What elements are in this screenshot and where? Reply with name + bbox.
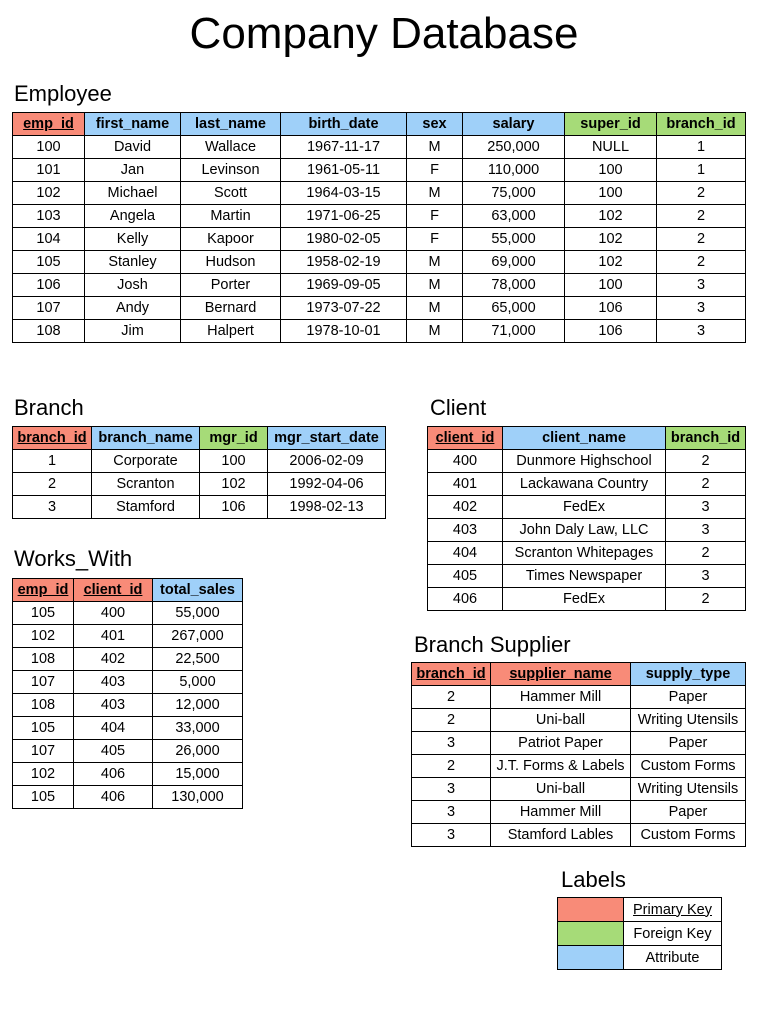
table-cell-emp-id: 102 <box>13 182 85 205</box>
table-cell-mgr-id: 100 <box>200 450 268 473</box>
table-cell-total-sales: 22,500 <box>153 648 243 671</box>
table-cell-supplier-name: Patriot Paper <box>491 732 631 755</box>
table-cell-client-id: 406 <box>74 786 153 809</box>
table-row <box>13 694 243 717</box>
table-cell-super-id: 106 <box>565 297 657 320</box>
table-row <box>412 709 746 732</box>
table-cell-sex: M <box>407 297 463 320</box>
table-cell-super-id: 106 <box>565 320 657 343</box>
table-cell-client-id: 403 <box>74 671 153 694</box>
column-header-last-name: last_name <box>181 113 281 136</box>
table-row <box>13 763 243 786</box>
table-cell-total-sales: 55,000 <box>153 602 243 625</box>
table-cell-client-name: FedEx <box>503 588 666 611</box>
table-cell-first-name: Jan <box>85 159 181 182</box>
legend-row-attribute <box>558 946 722 970</box>
attribute-label: Attribute <box>624 946 722 970</box>
table-cell-mgr-id: 106 <box>200 496 268 519</box>
table-header-row <box>13 427 386 450</box>
table-cell-last-name: Wallace <box>181 136 281 159</box>
column-header-birth-date: birth_date <box>281 113 407 136</box>
column-header-salary: salary <box>463 113 565 136</box>
table-cell-sex: F <box>407 159 463 182</box>
table-cell-branch-id: 2 <box>657 182 746 205</box>
table-row <box>13 136 746 159</box>
table-cell-first-name: David <box>85 136 181 159</box>
foreign-key-label: Foreign Key <box>624 922 722 946</box>
table-cell-super-id: NULL <box>565 136 657 159</box>
column-header-branch-id: branch_id <box>412 663 491 686</box>
table-row <box>412 778 746 801</box>
legend-row-foreign-key <box>558 922 722 946</box>
table-cell-salary: 75,000 <box>463 182 565 205</box>
table-cell-client-name: Scranton Whitepages <box>503 542 666 565</box>
table-cell-last-name: Bernard <box>181 297 281 320</box>
branch-table-title: Branch <box>14 395 84 420</box>
table-row <box>13 159 746 182</box>
legend-table <box>557 897 722 970</box>
table-cell-client-name: Times Newspaper <box>503 565 666 588</box>
table-cell-last-name: Kapoor <box>181 228 281 251</box>
table-row <box>13 786 243 809</box>
table-cell-branch-id: 2 <box>657 251 746 274</box>
table-cell-branch-id: 3 <box>666 519 746 542</box>
table-cell-super-id: 102 <box>565 228 657 251</box>
table-cell-supply-type: Custom Forms <box>631 755 746 778</box>
table-cell-branch-id: 2 <box>657 205 746 228</box>
client-table-title: Client <box>430 395 487 420</box>
primary-key-swatch <box>558 898 624 922</box>
table-row <box>428 519 746 542</box>
table-cell-client-id: 401 <box>428 473 503 496</box>
table-cell-emp-id: 108 <box>13 320 85 343</box>
table-cell-branch-id: 3 <box>412 778 491 801</box>
table-cell-salary: 71,000 <box>463 320 565 343</box>
table-cell-client-name: FedEx <box>503 496 666 519</box>
table-cell-mgr-start-date: 1998-02-13 <box>268 496 386 519</box>
table-cell-salary: 69,000 <box>463 251 565 274</box>
table-row <box>13 251 746 274</box>
table-cell-birth-date: 1973-07-22 <box>281 297 407 320</box>
table-cell-salary: 63,000 <box>463 205 565 228</box>
table-cell-birth-date: 1971-06-25 <box>281 205 407 228</box>
table-row <box>13 320 746 343</box>
column-header-supply-type: supply_type <box>631 663 746 686</box>
table-cell-emp-id: 102 <box>13 763 74 786</box>
column-header-client-name: client_name <box>503 427 666 450</box>
table-cell-birth-date: 1967-11-17 <box>281 136 407 159</box>
column-header-mgr-id: mgr_id <box>200 427 268 450</box>
table-cell-birth-date: 1980-02-05 <box>281 228 407 251</box>
column-header-total-sales: total_sales <box>153 579 243 602</box>
table-cell-emp-id: 103 <box>13 205 85 228</box>
table-cell-supply-type: Paper <box>631 686 746 709</box>
page-title: Company Database <box>189 9 579 58</box>
table-cell-emp-id: 101 <box>13 159 85 182</box>
table-cell-client-id: 404 <box>74 717 153 740</box>
table-cell-total-sales: 130,000 <box>153 786 243 809</box>
table-cell-salary: 65,000 <box>463 297 565 320</box>
table-cell-client-id: 402 <box>428 496 503 519</box>
table-cell-last-name: Martin <box>181 205 281 228</box>
table-cell-emp-id: 104 <box>13 228 85 251</box>
table-cell-branch-name: Stamford <box>92 496 200 519</box>
table-cell-sex: M <box>407 182 463 205</box>
branch-table <box>12 426 386 519</box>
table-cell-super-id: 100 <box>565 182 657 205</box>
table-header-row <box>412 663 746 686</box>
table-cell-last-name: Hudson <box>181 251 281 274</box>
works-with-table <box>12 578 243 809</box>
table-cell-branch-name: Scranton <box>92 473 200 496</box>
table-cell-branch-id: 1 <box>13 450 92 473</box>
table-cell-branch-id: 3 <box>666 496 746 519</box>
table-cell-branch-id: 3 <box>412 824 491 847</box>
table-cell-supplier-name: Uni-ball <box>491 778 631 801</box>
column-header-sex: sex <box>407 113 463 136</box>
table-cell-sex: F <box>407 228 463 251</box>
table-row <box>13 228 746 251</box>
table-cell-branch-id: 2 <box>666 473 746 496</box>
table-cell-client-id: 406 <box>428 588 503 611</box>
table-row <box>428 588 746 611</box>
table-cell-total-sales: 5,000 <box>153 671 243 694</box>
column-header-branch-id: branch_id <box>13 427 92 450</box>
table-cell-supply-type: Paper <box>631 801 746 824</box>
table-cell-sex: M <box>407 251 463 274</box>
table-row <box>13 182 746 205</box>
table-cell-total-sales: 12,000 <box>153 694 243 717</box>
table-cell-branch-id: 2 <box>666 450 746 473</box>
employee-table <box>12 112 746 343</box>
table-row <box>412 732 746 755</box>
column-header-super-id: super_id <box>565 113 657 136</box>
table-cell-branch-id: 3 <box>13 496 92 519</box>
table-cell-super-id: 102 <box>565 251 657 274</box>
table-cell-client-id: 400 <box>428 450 503 473</box>
table-cell-client-id: 403 <box>74 694 153 717</box>
table-cell-branch-id: 2 <box>412 686 491 709</box>
table-row <box>412 824 746 847</box>
table-row <box>13 473 386 496</box>
table-cell-client-name: Dunmore Highschool <box>503 450 666 473</box>
table-cell-emp-id: 107 <box>13 671 74 694</box>
table-cell-birth-date: 1958-02-19 <box>281 251 407 274</box>
column-header-supplier-name: supplier_name <box>491 663 631 686</box>
column-header-client-id: client_id <box>74 579 153 602</box>
table-cell-super-id: 100 <box>565 274 657 297</box>
foreign-key-swatch <box>558 922 624 946</box>
legend-title: Labels <box>561 867 626 892</box>
table-cell-total-sales: 33,000 <box>153 717 243 740</box>
table-cell-salary: 78,000 <box>463 274 565 297</box>
table-cell-total-sales: 26,000 <box>153 740 243 763</box>
table-row <box>13 625 243 648</box>
table-row <box>13 205 746 228</box>
table-cell-client-id: 401 <box>74 625 153 648</box>
table-cell-emp-id: 108 <box>13 694 74 717</box>
table-cell-supplier-name: J.T. Forms & Labels <box>491 755 631 778</box>
table-cell-supplier-name: Hammer Mill <box>491 801 631 824</box>
attribute-swatch <box>558 946 624 970</box>
table-cell-first-name: Josh <box>85 274 181 297</box>
table-cell-first-name: Andy <box>85 297 181 320</box>
table-cell-sex: M <box>407 274 463 297</box>
column-header-first-name: first_name <box>85 113 181 136</box>
table-header-row <box>13 579 243 602</box>
table-cell-branch-id: 3 <box>657 320 746 343</box>
table-cell-supplier-name: Hammer Mill <box>491 686 631 709</box>
table-header-row <box>428 427 746 450</box>
table-cell-branch-id: 2 <box>666 542 746 565</box>
table-cell-client-name: Lackawana Country <box>503 473 666 496</box>
table-cell-branch-id: 2 <box>657 228 746 251</box>
table-cell-super-id: 100 <box>565 159 657 182</box>
table-cell-birth-date: 1969-09-05 <box>281 274 407 297</box>
table-cell-branch-id: 2 <box>13 473 92 496</box>
column-header-mgr-start-date: mgr_start_date <box>268 427 386 450</box>
table-cell-first-name: Kelly <box>85 228 181 251</box>
table-cell-emp-id: 108 <box>13 648 74 671</box>
table-cell-emp-id: 105 <box>13 786 74 809</box>
table-row <box>13 496 386 519</box>
table-cell-emp-id: 102 <box>13 625 74 648</box>
table-row <box>428 450 746 473</box>
table-cell-first-name: Jim <box>85 320 181 343</box>
table-cell-emp-id: 107 <box>13 297 85 320</box>
table-cell-first-name: Angela <box>85 205 181 228</box>
table-row <box>412 801 746 824</box>
table-cell-sex: F <box>407 205 463 228</box>
table-cell-last-name: Scott <box>181 182 281 205</box>
table-cell-branch-id: 3 <box>412 732 491 755</box>
table-cell-emp-id: 105 <box>13 251 85 274</box>
table-cell-emp-id: 105 <box>13 717 74 740</box>
table-cell-branch-id: 2 <box>666 588 746 611</box>
table-cell-salary: 110,000 <box>463 159 565 182</box>
works-with-table-title: Works_With <box>14 546 133 571</box>
table-cell-salary: 55,000 <box>463 228 565 251</box>
table-row <box>13 297 746 320</box>
table-header-row <box>13 113 746 136</box>
column-header-client-id: client_id <box>428 427 503 450</box>
column-header-emp-id: emp_id <box>13 113 85 136</box>
table-cell-last-name: Levinson <box>181 159 281 182</box>
table-cell-supply-type: Writing Utensils <box>631 709 746 732</box>
primary-key-label: Primary Key <box>624 898 722 922</box>
table-cell-client-id: 406 <box>74 763 153 786</box>
branch-supplier-table-title: Branch Supplier <box>414 632 571 657</box>
table-cell-branch-id: 3 <box>657 297 746 320</box>
table-row <box>13 450 386 473</box>
table-cell-emp-id: 106 <box>13 274 85 297</box>
table-row <box>13 602 243 625</box>
table-cell-last-name: Porter <box>181 274 281 297</box>
table-cell-sex: M <box>407 136 463 159</box>
table-row <box>428 496 746 519</box>
legend-row-primary-key <box>558 898 722 922</box>
table-cell-emp-id: 107 <box>13 740 74 763</box>
table-cell-branch-name: Corporate <box>92 450 200 473</box>
table-row <box>428 542 746 565</box>
table-cell-branch-id: 2 <box>412 755 491 778</box>
table-cell-total-sales: 267,000 <box>153 625 243 648</box>
table-cell-supply-type: Custom Forms <box>631 824 746 847</box>
column-header-branch-id: branch_id <box>666 427 746 450</box>
table-row <box>13 274 746 297</box>
column-header-branch-id: branch_id <box>657 113 746 136</box>
table-cell-sex: M <box>407 320 463 343</box>
table-row <box>13 648 243 671</box>
table-row <box>13 740 243 763</box>
table-cell-salary: 250,000 <box>463 136 565 159</box>
table-cell-branch-id: 3 <box>666 565 746 588</box>
table-row <box>412 755 746 778</box>
table-cell-birth-date: 1961-05-11 <box>281 159 407 182</box>
table-row <box>13 717 243 740</box>
table-cell-client-id: 403 <box>428 519 503 542</box>
table-cell-supplier-name: Uni-ball <box>491 709 631 732</box>
branch-supplier-table <box>411 662 746 847</box>
table-cell-first-name: Stanley <box>85 251 181 274</box>
table-cell-super-id: 102 <box>565 205 657 228</box>
table-cell-branch-id: 2 <box>412 709 491 732</box>
table-cell-client-name: John Daly Law, LLC <box>503 519 666 542</box>
table-row <box>412 686 746 709</box>
table-row <box>428 565 746 588</box>
column-header-branch-name: branch_name <box>92 427 200 450</box>
table-cell-client-id: 400 <box>74 602 153 625</box>
table-cell-last-name: Halpert <box>181 320 281 343</box>
table-cell-first-name: Michael <box>85 182 181 205</box>
table-cell-emp-id: 100 <box>13 136 85 159</box>
client-table <box>427 426 746 611</box>
table-cell-branch-id: 1 <box>657 136 746 159</box>
table-cell-birth-date: 1978-10-01 <box>281 320 407 343</box>
table-row <box>428 473 746 496</box>
table-cell-mgr-start-date: 2006-02-09 <box>268 450 386 473</box>
table-cell-supplier-name: Stamford Lables <box>491 824 631 847</box>
table-cell-mgr-id: 102 <box>200 473 268 496</box>
table-cell-client-id: 402 <box>74 648 153 671</box>
table-cell-supply-type: Writing Utensils <box>631 778 746 801</box>
table-cell-branch-id: 3 <box>657 274 746 297</box>
table-cell-client-id: 405 <box>74 740 153 763</box>
table-cell-branch-id: 3 <box>412 801 491 824</box>
table-cell-total-sales: 15,000 <box>153 763 243 786</box>
column-header-emp-id: emp_id <box>13 579 74 602</box>
table-row <box>13 671 243 694</box>
table-cell-emp-id: 105 <box>13 602 74 625</box>
table-cell-supply-type: Paper <box>631 732 746 755</box>
table-cell-mgr-start-date: 1992-04-06 <box>268 473 386 496</box>
table-cell-client-id: 404 <box>428 542 503 565</box>
table-cell-birth-date: 1964-03-15 <box>281 182 407 205</box>
table-cell-branch-id: 1 <box>657 159 746 182</box>
table-cell-client-id: 405 <box>428 565 503 588</box>
employee-table-title: Employee <box>14 81 112 106</box>
